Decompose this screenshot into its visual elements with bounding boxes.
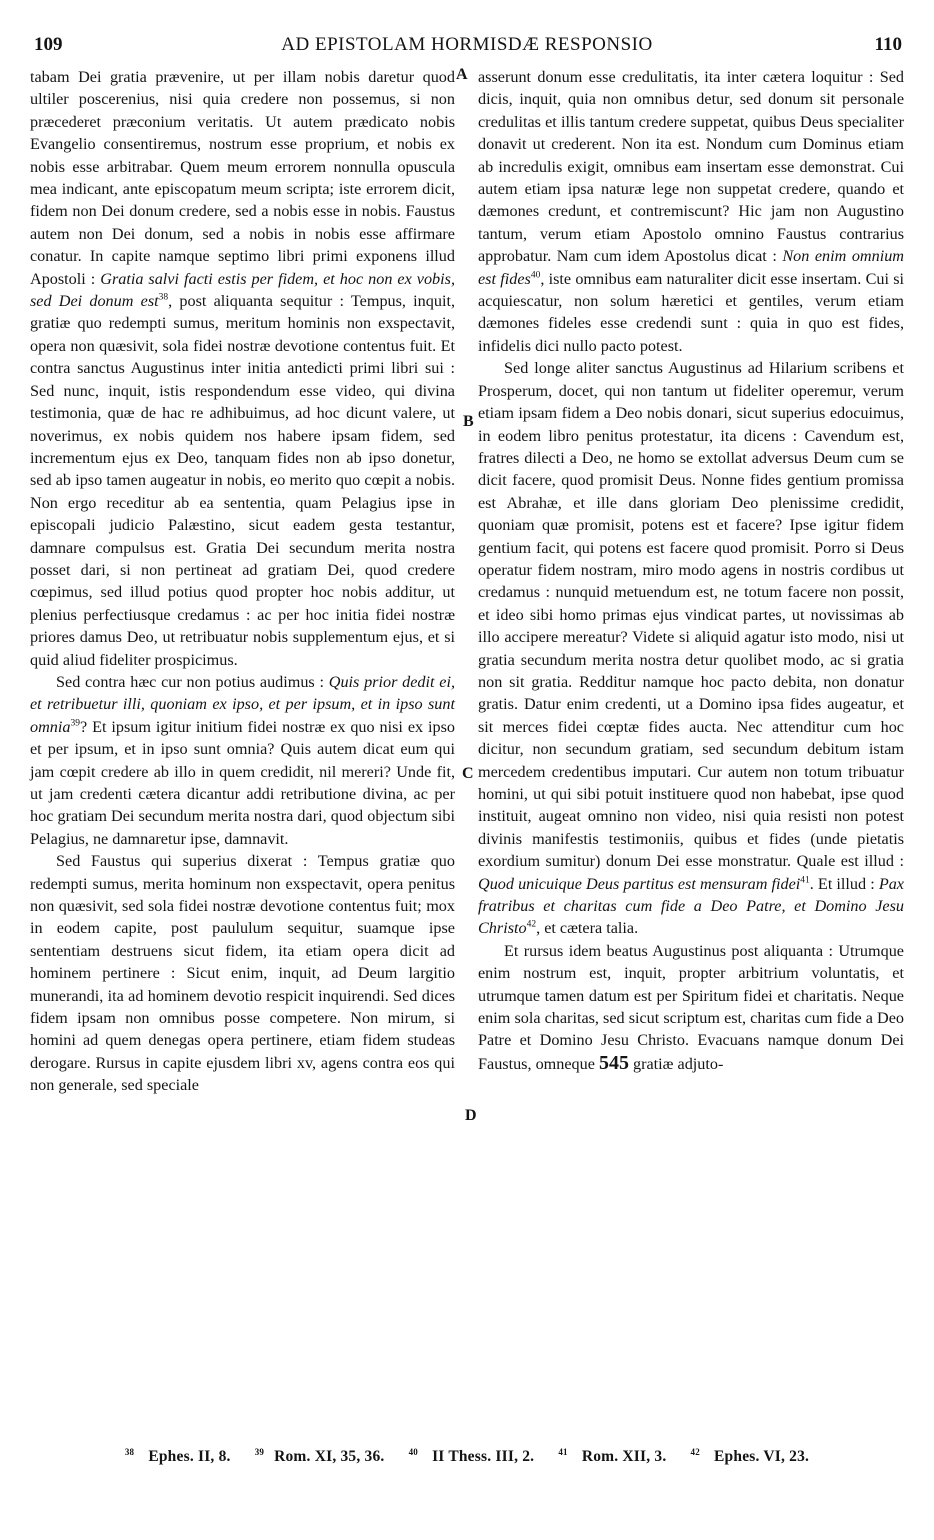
left-column [30, 66, 455, 1097]
text-run: , iste omnibus eam naturaliter dicit esse insertam. Cui si acquiescatur, non solum hæretici et gentiles, verum etiam dæmones fideles esse credendi sunt : quia in quo est fides, infidelis dici nullo pacto potest. [478, 269, 904, 355]
left-paragraph-3 [30, 850, 455, 1096]
footnote-number: 41 [558, 1447, 568, 1457]
footnote-text: II Thess. III, 2. [432, 1448, 535, 1466]
scripture-quote: Pax fratribus et charitas cum fide a Deo Patre, et Domino Jesu Christo [478, 874, 904, 938]
column-number: 545 [598, 1051, 629, 1074]
footnote [404, 1448, 540, 1465]
page-header [30, 34, 904, 62]
running-title: AD EPISTOLAM HORMISDÆ RESPONSIO [281, 34, 653, 55]
left-paragraph-1 [30, 66, 455, 671]
text-run: asserunt donum esse credulitatis, ita inter cætera loquitur : Sed dicis, inquit, quia non omnibus detur, sed donum sit personale credulitas et illis tantum credere suppetat, quibus Deus specialiter donavit ut crederent. Non ita est. Nondum cum Dominus etiam ab incredulis exigit, omnibus eam insertam esse demonstrat. Cui autem etiam ipsa naturæ lege non suppetat credere, quando et dæmones credunt, et contremiscunt? Hic jam non Augustino tantum, verum etiam Apostolo omnino Faustus contrarius approbatur. Nam cum idem Apostolus dicat : [478, 68, 904, 266]
footnote [553, 1448, 671, 1465]
left-paragraph-2 [30, 671, 455, 850]
footnote-ref: 39 [70, 718, 80, 729]
text-run: Sed Faustus qui superius dixerat : Tempus gratiæ quo redempti sumus, merita hominum non exspectavit, opera penitus non quæsivit, sed sola fidei nostræ devotione contentus fuit; mox in eodem capite, post paululum sequitur, suamque ipse sententiam destruens sicut fidem, ita etiam opera dicit ad hominem pertinere : Sicut enim, inquit, ad Deum largitio munerandi, ita ad hominem devotio respicit inquirendi. Sed dices fidem ipsam non omnibus posse competere. Non mirum, si homini ad quem denegas opera pertinere, etiam fidem studeas derogare. Rursus in capite ejusdem libri xv, agens contra eos qui non generale, sed speciale [30, 852, 455, 1095]
text-run: , post aliquanta sequitur : Tempus, inquit, gratiæ quo redempti sumus, meritum hominis non exspectavit, opera non quæsivit, sola fidei nostræ devotione contentus fuit. Et contra sanctus Augustinus inter initia antedicti primi libri sui : Sed nunc, inquit, istis respondendum esse video, qui divina testimonia, quæ de hac re adhibuimus, ad hoc dicunt valere, ut noverimus, ex nobis quidem nos habere ipsam fidem, sed incrementum ejus ex Deo, tanquam fides non ab ipso donetur, sed ab ipso tamen augeatur in nobis, eo merito quo cœpit a nobis. Non ergo receditur ab ea sententia, quam Pelagius ipse in episcopali judicio Palæstino, sicut eadem gesta testantur, damnare compulsus est. Gratia Dei secundum merita nostra posset dari, si non pertineat ad gratiam Dei, quod credere cœpimus, sed illud potius quod propter hoc nobis additur, ut plenius perfectiusque credamus : ac per hoc initia fidei nostræ priores damus Deo, ut retribuatur nobis supplementum ejus, et si quid aliud fideliter prospicimus. [30, 292, 456, 669]
footnote-ref: 38 [158, 292, 169, 303]
right-page-number: 110 [874, 34, 902, 55]
footnote [120, 1448, 236, 1465]
footnote [250, 1448, 390, 1465]
footnote-ref: 41 [800, 875, 810, 886]
margin-marker-d: D [465, 1107, 477, 1124]
footnote-text: Ephes. VI, 23. [714, 1448, 810, 1466]
right-paragraph-3 [478, 940, 904, 1075]
footnote-number: 42 [690, 1447, 700, 1457]
footnote [686, 1448, 815, 1465]
footnote-ref: 42 [526, 920, 537, 931]
scripture-quote: Non enim omnium est fides [478, 247, 904, 288]
margin-marker-c: C [462, 765, 474, 782]
footnote-number: 40 [408, 1447, 418, 1457]
footnote-text: Rom. XI, 35, 36. [274, 1448, 385, 1466]
right-paragraph-1 [478, 66, 904, 357]
margin-marker-b: B [463, 413, 474, 430]
footnote-ref: 40 [530, 270, 541, 281]
right-paragraph-2 [478, 357, 904, 940]
scripture-quote: Quis prior dedit ei, et retribuetur illi, quoniam ex ipso, et per ipsum, et in ipso sunt omnia [30, 672, 455, 736]
text-run: ? Et ipsum igitur initium fidei nostræ ex quo nisi ex ipso et per ipsum, et in ipso sunt omnia? Quis autem dicat eum qui jam cœpit credere ab illo in quem credidit, nil mereri? Unde fit, ut jam credenti cætera dicantur addi retributione divina, ac per hoc gratiam Dei secundum merita nostra dari, quod objectum sibi Pelagius, ne damnaretur ipse, damnavit. [30, 717, 455, 848]
scripture-quote: Gratia salvi facti estis per fidem, et hoc non ex vobis, sed Dei donum est [30, 269, 455, 311]
scripture-quote: Quod unicuique Deus partitus est mensuram fidei [478, 874, 801, 893]
text-run: . Et illud : [809, 874, 879, 893]
right-column [478, 66, 904, 1075]
text-run: gratiæ adjuto- [628, 1054, 724, 1073]
left-page-number: 109 [34, 34, 63, 55]
footnote-number: 39 [254, 1447, 265, 1457]
text-run: Et rursus idem beatus Augustinus post aliquanta : Utrumque enim nostrum est, inquit, propter arbitrium voluntatis, et utrumque tamen datum est per Spiritum fidei et charitatis. Neque enim sola charitas, sed sicut scriptum est, charitas cum fide a Deo Patre et Domino Jesu Christo. Evacuans namque donum Dei Faustus, omneque [478, 941, 904, 1073]
text-run: tabam Dei gratia prævenire, ut per illam nobis daretur quod ultiler poscerenius, nisi quia credere non possemus, si non præcederet præconium veritatis. Ut autem prædicato nobis Evangelio consentiremus, nostrum esse proprium, et nobis ex nobis esse arbitrabar. Quem meum errorem nonnulla opuscula mea indicant, ante episcopatum meum scripta; iste errorem dicit, fidem non Dei donum credere, sed a nobis esse in nobis. Faustus autem non Dei donum, sed a nobis in nobis esse affirmare conatur. In capite namque septimo libri primi exponens illud Apostoli : [30, 68, 455, 288]
text-run: , et cætera talia. [536, 919, 639, 938]
text-run: Sed contra hæc cur non potius audimus : [56, 672, 329, 691]
footnote-text: Ephes. II, 8. [148, 1448, 231, 1466]
margin-marker-a: A [456, 66, 468, 83]
footnotes [0, 1447, 934, 1466]
text-run: Sed longe aliter sanctus Augustinus ad Hilarium scribens et Prosperum, docet, qui non tantum ut fideliter operemur, verum etiam ipsam fidem a Deo nobis donari, sicut superius edocuimus, in eodem libro penitus protestatur, ita dicens : Cavendum est, fratres dilecti a Deo, ne homo se extollat adversus Deum cum se dicit facere, quod promisit Deus. Nonne fides gentium promissa est Abrahæ, et ille dans gloriam Deo plenissime credidit, quoniam quæ promisit, potens est et facere? Ipse igitur fidem gentium facit, qui potens est facere quod promisit. Porro si Deus operatur fidem nostram, miro modo agens in nostris cordibus ut credamus : nunquid metuendum est, ne totum facere non possit, et ideo sibi homo primas ejus vindicat partes, ut novissimas ab illo accipere mereatur? Videte si aliquid agatur isto modo, nisi ut gratia secundum merita nostra detur quolibet modo, ac si gratia non sit gratia. Redditur namque hoc pacto debita, non donatur gratis. Datur enim credenti, ut a Domino ipsa fides augeatur, et sit merces fidei cœptæ fides aucta. Nec attenditur cum hoc dicitur, non secundum gratiam, sed secundum debitum istam mercedem credentibus imputari. Cur autem non totum tribuatur homini, ut qui sibi potuit instituere quod non habebat, ipse quod instituit, augeat omnino non video, nisi quia resisti non potest divinis manifestis testimoniis, quibus et fides (unde pietatis exordium sumitur) donum Dei esse monstratur. Quale est illud : [478, 359, 904, 871]
footnote-number: 38 [124, 1447, 135, 1457]
footnote-text: Rom. XII, 3. [581, 1448, 667, 1466]
